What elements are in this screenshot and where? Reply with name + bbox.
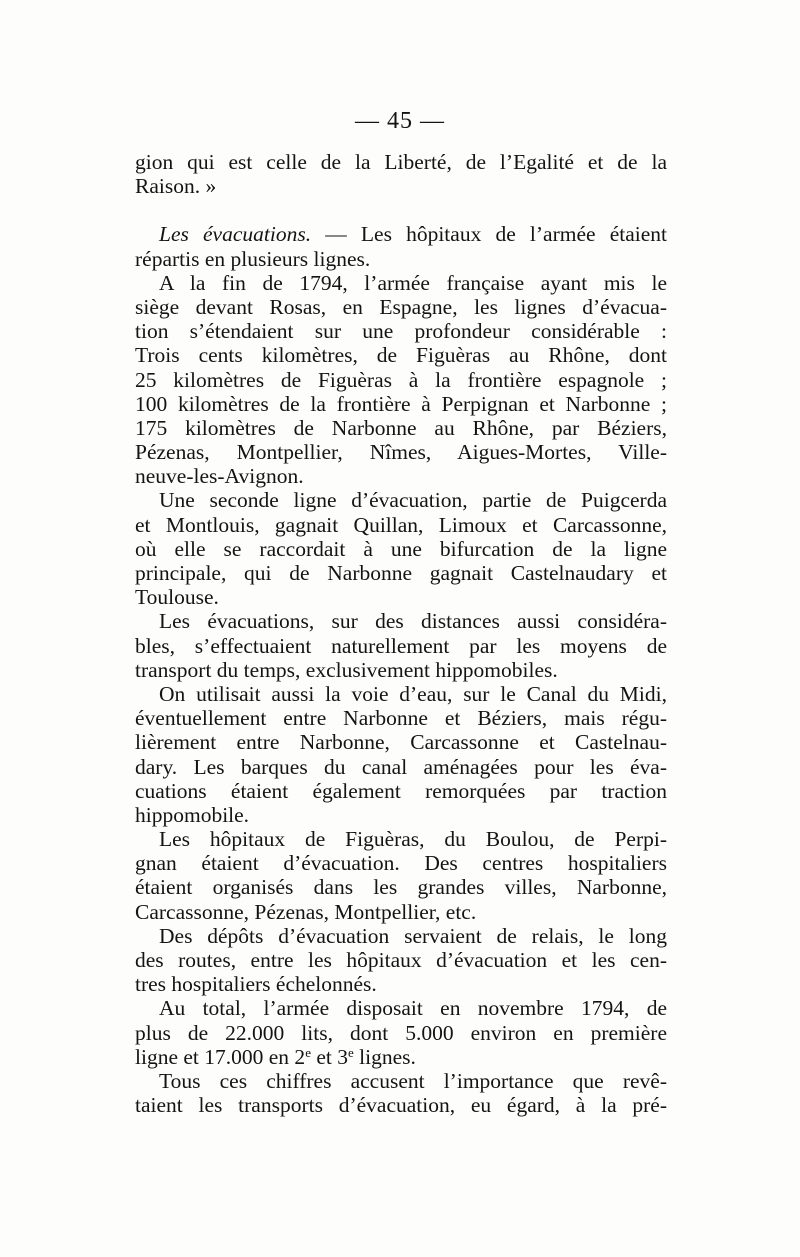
paragraph	[135, 1069, 667, 1117]
text-line: où elle se raccordait à une bifurcation de la ligne	[135, 536, 667, 561]
line-text: ligne et 17.000 en 2	[135, 1044, 306, 1069]
paragraph	[135, 488, 667, 609]
text-line	[135, 1045, 667, 1069]
ordinal-superscript: e	[348, 1044, 354, 1060]
text-line: gion qui est celle de la Liberté, de l’Egalité et de la	[135, 150, 667, 174]
text-line: hippomobile.	[135, 802, 250, 827]
text-line: lièrement entre Narbonne, Carcassonne et Castelnau-	[135, 730, 667, 755]
text-line	[135, 222, 667, 246]
text-line: tion s’étendaient sur une profondeur considérable :	[135, 319, 667, 344]
text-line: et Montlouis, gagnait Quillan, Limoux et Carcassonne,	[135, 512, 667, 537]
text-line: Les évacuations, sur des distances aussi considéra-	[159, 609, 667, 634]
section-gap	[135, 198, 667, 222]
text-line: éventuellement entre Narbonne et Béziers, mais régu-	[135, 706, 667, 731]
text-line: transport du temps, exclusivement hippomobiles.	[135, 657, 558, 682]
page-number: — 45 —	[355, 108, 445, 134]
text-line: Carcassonne, Pézenas, Montpellier, etc.	[135, 899, 477, 924]
paragraph	[135, 827, 667, 924]
text-line: On utilisait aussi la voie d’eau, sur le Canal du Midi,	[159, 681, 667, 706]
section-heading: Les évacuations.	[159, 222, 312, 247]
text-line: gnan étaient d’évacuation. Des centres hospitaliers	[135, 851, 667, 876]
text-line: Toulouse.	[135, 585, 219, 610]
text-line: Des dépôts d’évacuation servaient de relais, le long	[159, 923, 667, 948]
paragraph	[135, 609, 667, 682]
text-line: neuve-les-Avignon.	[135, 464, 304, 489]
text-line: taient les transports d’évacuation, eu égard, à la pré-	[135, 1093, 667, 1118]
text-line: Pézenas, Montpellier, Nîmes, Aigues-Mortes, Ville-	[135, 440, 667, 465]
text-line: tres hospitaliers échelonnés.	[135, 972, 377, 997]
text-line: Les hôpitaux de Figuèras, du Boulou, de Perpi-	[159, 827, 667, 852]
text-line: plus de 22.000 lits, dont 5.000 environ en première	[135, 1020, 667, 1045]
text-line: répartis en plusieurs lignes.	[135, 246, 371, 271]
text-line: dary. Les barques du canal aménagées pour les éva-	[135, 754, 667, 779]
text-line: 25 kilomètres de Figuèras à la frontière espagnole ;	[135, 367, 667, 392]
line-text: lignes.	[353, 1044, 416, 1069]
text-line: siège devant Rosas, en Espagne, les lignes d’évacua-	[135, 294, 667, 319]
paragraph-evacuations-heading	[135, 222, 667, 270]
text-line: Au total, l’armée disposait en novembre 1794, de	[159, 996, 667, 1021]
paragraph	[135, 996, 667, 1069]
ordinal-superscript: e	[305, 1044, 311, 1060]
text-line: principale, qui de Narbonne gagnait Castelnaudary et	[135, 561, 667, 585]
text-line: 100 kilomètres de la frontière à Perpignan et Narbonne ;	[135, 391, 667, 416]
text-line: des routes, entre les hôpitaux d’évacuation et les cen-	[135, 948, 667, 972]
text-line: cuations étaient également remorquées par traction	[135, 778, 667, 803]
body-text	[135, 150, 667, 1117]
text-line: Une seconde ligne d’évacuation, partie de Puigcerda	[159, 488, 667, 513]
paragraph	[135, 924, 667, 997]
paragraph-continuation	[135, 150, 667, 198]
text-line: 175 kilomètres de Narbonne au Rhône, par Béziers,	[135, 415, 667, 440]
text-line: Raison. »	[135, 174, 217, 199]
text-line: bles, s’effectuaient naturellement par les moyens de	[135, 633, 667, 658]
paragraph	[135, 682, 667, 827]
text-line: Trois cents kilomètres, de Figuèras au Rhône, dont	[135, 343, 667, 368]
line-text: et 3	[310, 1044, 348, 1069]
text-line: Tous ces chiffres accusent l’importance que revê-	[159, 1068, 667, 1093]
paragraph	[135, 271, 667, 489]
heading-sentence: — Les hôpitaux de l’armée étaient	[311, 222, 667, 247]
text-line: étaient organisés dans les grandes villes, Narbonne,	[135, 875, 667, 900]
text-line: A la fin de 1794, l’armée française ayant mis le	[159, 270, 667, 295]
